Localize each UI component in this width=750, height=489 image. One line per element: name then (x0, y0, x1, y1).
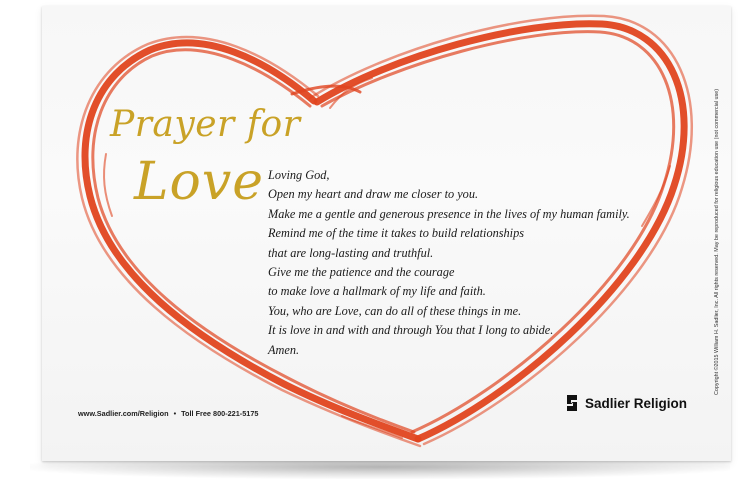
title-line-1: Prayer for (110, 104, 301, 145)
title-line-2: Love (134, 152, 264, 212)
prayer-line: You, who are Love, can do all of these things in me. (268, 303, 522, 318)
prayer-text (268, 166, 688, 360)
prayer-line: that are long-lasting and truthful. (268, 245, 434, 260)
footer-url-link[interactable]: www.Sadlier.com/Religion (78, 409, 169, 418)
prayer-line: Remind me of the time it takes to build relationships (268, 226, 525, 241)
copyright-note: Copyright ©2015 William H. Sadlier, Inc. All rights reserved. May be reproduced for religious education use (not commercial use) (714, 89, 720, 395)
prayer-line: Give me the patience and the courage (268, 265, 455, 280)
prayer-line: to make love a hallmark of my life and faith. (268, 284, 486, 299)
prayer-line: Loving God, (268, 168, 330, 182)
sadlier-religion-logo (565, 393, 687, 413)
footer-separator: • (173, 409, 177, 418)
prayer-line: Make me a gentle and generous presence in the lives of my human family. (268, 206, 630, 221)
brand-name: Sadlier Religion (585, 395, 688, 411)
prayer-line: Open my heart and draw me closer to you. (268, 187, 479, 202)
footer-phone: Toll Free 800-221-5175 (181, 409, 259, 418)
prayer-line: It is love in and with and through You that I long to abide. (268, 323, 554, 338)
prayer-line: Amen. (268, 342, 300, 357)
footer-contact (78, 409, 258, 418)
sadlier-s-logo-icon (565, 393, 579, 413)
prayer-card (42, 6, 731, 461)
